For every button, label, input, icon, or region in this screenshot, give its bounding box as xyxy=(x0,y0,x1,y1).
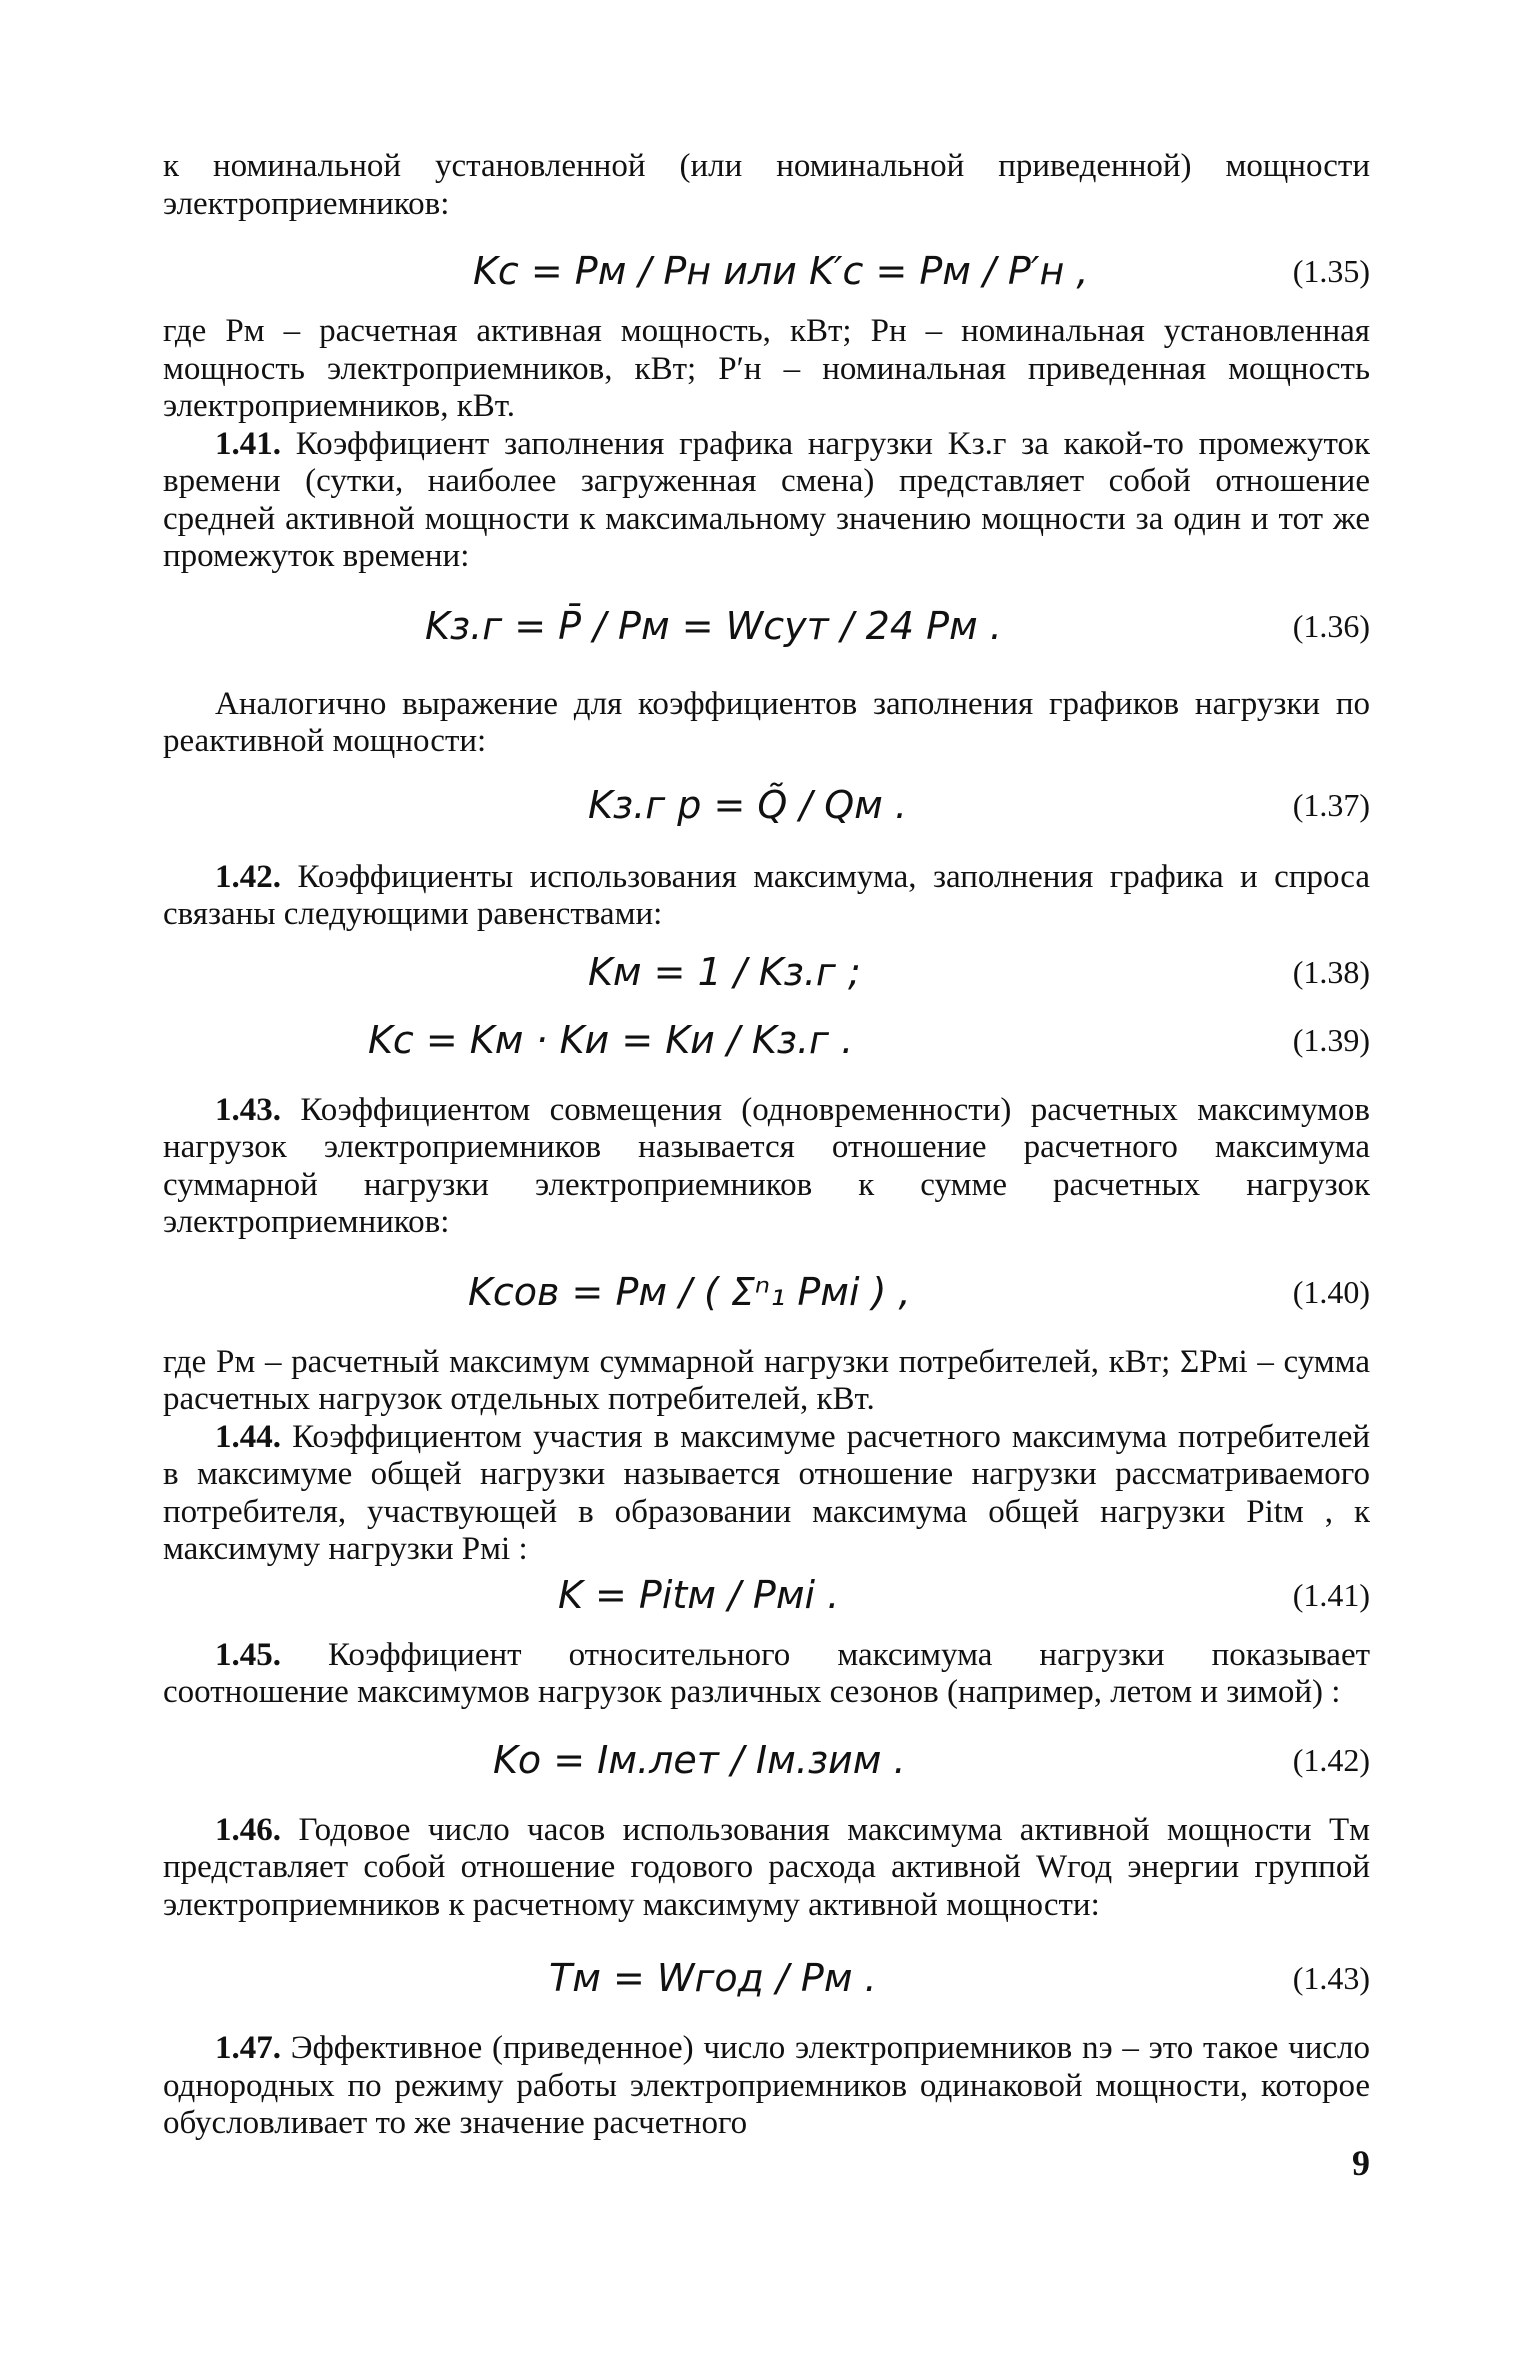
formula-expr: Tм = Wгод / Pм . xyxy=(549,1956,877,2000)
formula-number: (1.42) xyxy=(1292,1741,1370,1778)
paragraph-1-41 xyxy=(163,426,1370,576)
formula-expr: Kз.г = P̄ / Pм = Wсут / 24 Pм . xyxy=(425,603,1002,648)
formula-expr: Kс = Kм · Kи = Kи / Kз.г . xyxy=(368,1017,854,1062)
paragraph-1-44 xyxy=(163,1419,1370,1569)
formula-1-37 xyxy=(163,779,1370,831)
formula-number: (1.39) xyxy=(1292,1021,1370,1058)
paragraph-number: 1.45. xyxy=(215,1636,281,1673)
formula-expr: Kз.г р = Q̃ / Qм . xyxy=(588,782,907,827)
paragraph-text: Коэффициентом участия в максимуме расчетного максимума потребителей в максимуме общей нагрузки называется отношение нагрузки рассматриваемого потребителя, участвующей в образовании максимума общей нагрузки Pitм , к максимуму нагрузки Pмi : xyxy=(163,1418,1371,1567)
formula-expr: Kс = Pм / Pн или K′с = Pм / P′н , xyxy=(473,249,1089,293)
formula-expr: K = Pitм / Pмi . xyxy=(558,1572,840,1617)
paragraph-1-43 xyxy=(163,1092,1370,1242)
paragraph-number: 1.47. xyxy=(215,2030,281,2066)
intro-paragraph: к номинальной установленной (или номинальной приведенной) мощности электроприемников: xyxy=(163,148,1370,222)
paragraph-number: 1.43. xyxy=(215,1091,281,1128)
paragraph-1-42 xyxy=(163,859,1370,934)
formula-1-35 xyxy=(163,245,1370,297)
formula-number: (1.41) xyxy=(1292,1576,1370,1613)
paragraph-after-1-36: Аналогично выражение для коэффициентов заполнения графиков нагрузки по реактивной мощности: xyxy=(163,685,1370,759)
paragraph-number: 1.42. xyxy=(215,858,281,895)
formula-1-38 xyxy=(163,946,1370,998)
page-body xyxy=(163,148,1370,2143)
formula-1-43 xyxy=(163,1952,1370,2004)
formula-number: (1.40) xyxy=(1292,1273,1370,1310)
formula-1-40 xyxy=(163,1256,1370,1328)
paragraph-1-45 xyxy=(163,1637,1370,1712)
formula-expr: Kо = Iм.лет / Iм.зим . xyxy=(493,1737,906,1782)
formula-number: (1.37) xyxy=(1292,786,1370,823)
page-number: 9 xyxy=(1352,2143,1370,2183)
paragraph-where-1-40: где Pм – расчетный максимум суммарной нагрузки потребителей, кВт; ΣPмi – сумма расчетных нагрузок отдельных потребителей, кВт. xyxy=(163,1343,1370,1417)
paragraph-where-1-35: где Pм – расчетная активная мощность, кВт; Pн – номинальная установленная мощность электроприемников, кВт; P′н – номинальная приведенная мощность электроприемников, кВт. xyxy=(163,313,1370,424)
formula-number: (1.35) xyxy=(1292,253,1370,289)
paragraph-1-46 xyxy=(163,1812,1370,1925)
paragraph-number: 1.41. xyxy=(215,425,281,462)
formula-1-36 xyxy=(163,600,1370,652)
paragraph-text: Коэффициенты использования максимума, заполнения графика и спроса связаны следующими равенствами: xyxy=(163,858,1370,932)
formula-1-39 xyxy=(163,1014,1370,1066)
paragraph-text: Коэффициентом совмещения (одновременности) расчетных максимумов нагрузок электроприемников называется отношение расчетного максимума суммарной нагрузки электроприемников к сумме расчетных нагрузок электроприемников: xyxy=(163,1091,1371,1240)
paragraph-text: Коэффициент относительного максимума нагрузки показывает соотношение максимумов нагрузок различных сезонов (например, летом и зимой) : xyxy=(163,1636,1371,1710)
formula-1-41 xyxy=(163,1569,1370,1621)
formula-1-42 xyxy=(163,1734,1370,1786)
paragraph-text: Коэффициент заполнения графика нагрузки Kз.г за какой-то промежуток времени (сутки, наиболее загруженная смена) представляет собой отношение средней активной мощности к максимальному значению мощности за один и тот же промежуток времени: xyxy=(163,425,1371,574)
formula-number: (1.43) xyxy=(1292,1960,1370,1996)
paragraph-number: 1.46. xyxy=(215,1811,281,1848)
formula-expr: Kм = 1 / Kз.г ; xyxy=(588,949,861,994)
paragraph-1-47 xyxy=(163,2030,1370,2143)
formula-expr: Kсов = Pм / ( Σⁿ₁ Pмi ) , xyxy=(468,1269,911,1314)
paragraph-number: 1.44. xyxy=(215,1418,281,1455)
formula-number: (1.38) xyxy=(1292,953,1370,990)
formula-number: (1.36) xyxy=(1292,607,1370,644)
paragraph-text: Эффективное (приведенное) число электроприемников nэ – это такое число однородных по режиму работы электроприемников одинаковой мощности, которое обусловливает то же значение расчетного xyxy=(163,2030,1371,2141)
paragraph-text: Годовое число часов использования максимума активной мощности Tм представляет собой отношение годового расхода активной Wгод энергии группой электроприемников к расчетному максимуму активной мощности: xyxy=(163,1811,1370,1923)
